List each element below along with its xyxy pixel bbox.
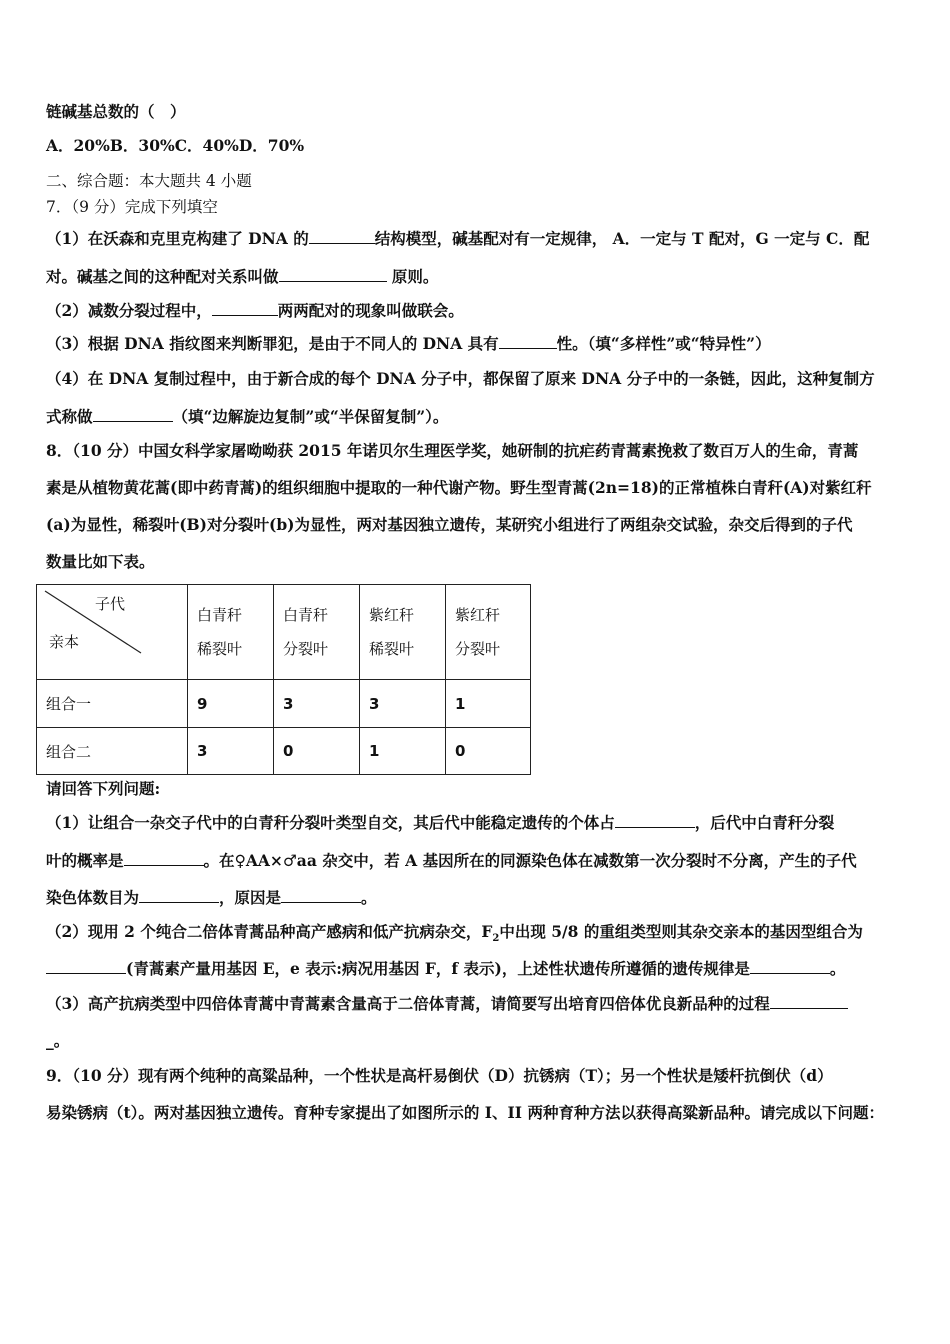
text-segment: 。在♀AA×♂aa 杂交中，若 A 基因所在的同源染色体在减数第一次分裂时不分离，产生的子代 <box>203 851 857 870</box>
fill-blank[interactable] <box>499 334 557 349</box>
fill-blank[interactable] <box>139 888 219 903</box>
fill-blank[interactable] <box>93 407 173 422</box>
fill-blank[interactable] <box>279 267 387 282</box>
text-segment: 两两配对的现象叫做联会。 <box>277 301 464 320</box>
table-cell: 3 <box>360 680 446 728</box>
fill-blank[interactable] <box>615 813 695 828</box>
fill-blank[interactable] <box>212 301 278 316</box>
answer-options: A．20%B．30%C．40%D．70% <box>46 136 305 155</box>
table-cell: 3 <box>274 680 360 728</box>
table-header-row <box>37 585 531 680</box>
offspring-ratio-table <box>36 584 531 775</box>
table-cell: 9 <box>188 680 274 728</box>
fill-blank[interactable] <box>309 229 375 244</box>
text-segment: 中出现 5/8 的重组类型则其杂交亲本的基因型组合为 <box>499 922 863 941</box>
question-8-part-3-line: _。 <box>46 1031 70 1050</box>
question-8-part-2-line <box>46 959 845 979</box>
table-corner-cell <box>37 585 188 680</box>
table-cell: 0 <box>446 728 531 775</box>
text-segment: 。 <box>361 888 377 907</box>
fill-blank[interactable] <box>281 888 361 903</box>
question-8-text: (a)为显性，稀裂叶(B)对分裂叶(b)为显性，两对基因独立遗传，某研究小组进行了两组杂交试验，杂交后得到的子代 <box>46 515 853 534</box>
question-8-part-1-line <box>46 851 857 871</box>
section-heading: 二、综合题：本大题共 4 小题 <box>46 172 252 190</box>
text-segment: （3）高产抗病类型中四倍体青蒿中青蒿素含量高于二倍体青蒿，请简要写出培育四倍体优良新品种的过程 <box>46 994 770 1013</box>
text-segment: 。 <box>829 959 846 978</box>
question-8-text: 数量比如下表。 <box>46 552 155 571</box>
text-segment: （填“边解旋边复制”或“半保留复制”）。 <box>172 407 449 426</box>
table-cell: 1 <box>446 680 531 728</box>
question-9-text: 易染锈病（t）。两对基因独立遗传。育种专家提出了如图所示的 I、II 两种育种方法以获得高粱新品种。请完成以下问题： <box>46 1103 884 1122</box>
question-7-part-1-line <box>46 229 869 249</box>
table-header-cell: 紫红秆 分裂叶 <box>446 585 531 680</box>
corner-label-offspring: 子代 <box>95 595 126 613</box>
text-segment: 叶的概率是 <box>46 851 124 870</box>
text-segment: 结构模型，碱基配对有一定规律， A．一定与 T 配对，G 一定与 C．配 <box>374 229 870 248</box>
text-segment: 染色体数目为 <box>46 888 140 907</box>
table-header-cell: 白青秆 稀裂叶 <box>188 585 274 680</box>
question-7-part-1-line <box>46 267 438 287</box>
question-7-heading: 7．（9 分）完成下列填空 <box>46 198 218 216</box>
question-9-heading: 9．（10 分）现有两个纯种的高粱品种，一个性状是高杆易倒伏（D）抗锈病（T）；另一个性状是矮杆抗倒伏（d） <box>46 1066 833 1085</box>
question-8-part-2-line <box>46 922 863 949</box>
fill-blank[interactable] <box>750 959 830 974</box>
question-8-part-3-line <box>46 994 848 1014</box>
table-cell: 0 <box>274 728 360 775</box>
text-segment: （2）减数分裂过程中， <box>46 301 212 320</box>
text-segment: （3）根据 DNA 指纹图来判断罪犯，是由于不同人的 DNA 具有 <box>46 334 499 353</box>
text-segment: 式称做 <box>46 407 93 426</box>
question-8-text: 素是从植物黄花蒿(即中药青蒿)的组织细胞中提取的一种代谢产物。野生型青蒿(2n=18)的正常植株白青秆(A)对紫红秆 <box>46 478 872 497</box>
text-segment: ，后代中白青秆分裂 <box>694 813 835 832</box>
text-segment: （1）让组合一杂交子代中的白青秆分裂叶类型自交，其后代中能稳定遗传的个体占 <box>46 813 615 832</box>
table-header-cell: 白青秆 分裂叶 <box>274 585 360 680</box>
text-segment: （1）在沃森和克里克构建了 DNA 的 <box>46 229 309 248</box>
question-7-part-2-line <box>46 301 464 321</box>
fill-blank[interactable] <box>46 959 126 974</box>
question-8-prompt: 请回答下列问题: <box>46 779 161 798</box>
question-7-part-3-line <box>46 334 771 354</box>
subscript: 2 <box>492 933 500 945</box>
table-cell: 3 <box>188 728 274 775</box>
row-label: 组合二 <box>37 728 188 775</box>
text-segment: 性。（填“多样性”或“特异性”） <box>556 334 771 353</box>
question-7-part-4-line: （4）在 DNA 复制过程中，由于新合成的每个 DNA 分子中，都保留了原来 DNA 分子中的一条链，因此，这种复制方 <box>46 369 875 388</box>
table-row <box>37 680 531 728</box>
table-row <box>37 728 531 775</box>
table-cell: 1 <box>360 728 446 775</box>
question-7-part-4-line <box>46 407 448 427</box>
text-segment: （2）现用 2 个纯合二倍体青蒿品种高产感病和低产抗病杂交，F <box>46 922 493 941</box>
text-segment: (青蒿素产量用基因 E，e 表示:病况用基因 F，f 表示)，上述性状遗传所遵循的遗传规律是 <box>126 959 750 978</box>
fill-blank[interactable] <box>770 994 848 1009</box>
question-8-part-1-line <box>46 888 377 908</box>
fill-blank[interactable] <box>124 851 204 866</box>
row-label: 组合一 <box>37 680 188 728</box>
text-segment: 对。碱基之间的这种配对关系叫做 <box>46 267 279 286</box>
table-header-cell: 紫红秆 稀裂叶 <box>360 585 446 680</box>
corner-label-parent: 亲本 <box>49 633 80 651</box>
question-8-heading: 8．（10 分）中国女科学家屠呦呦获 2015 年诺贝尔生理医学奖，她研制的抗疟药青蒿素挽救了数百万人的生命，青蒿 <box>46 441 859 460</box>
question-8-part-1-line <box>46 813 834 833</box>
text-line: 链碱基总数的（ ） <box>46 102 186 121</box>
text-segment: 原则。 <box>386 267 439 286</box>
text-segment: ，原因是 <box>219 888 282 907</box>
